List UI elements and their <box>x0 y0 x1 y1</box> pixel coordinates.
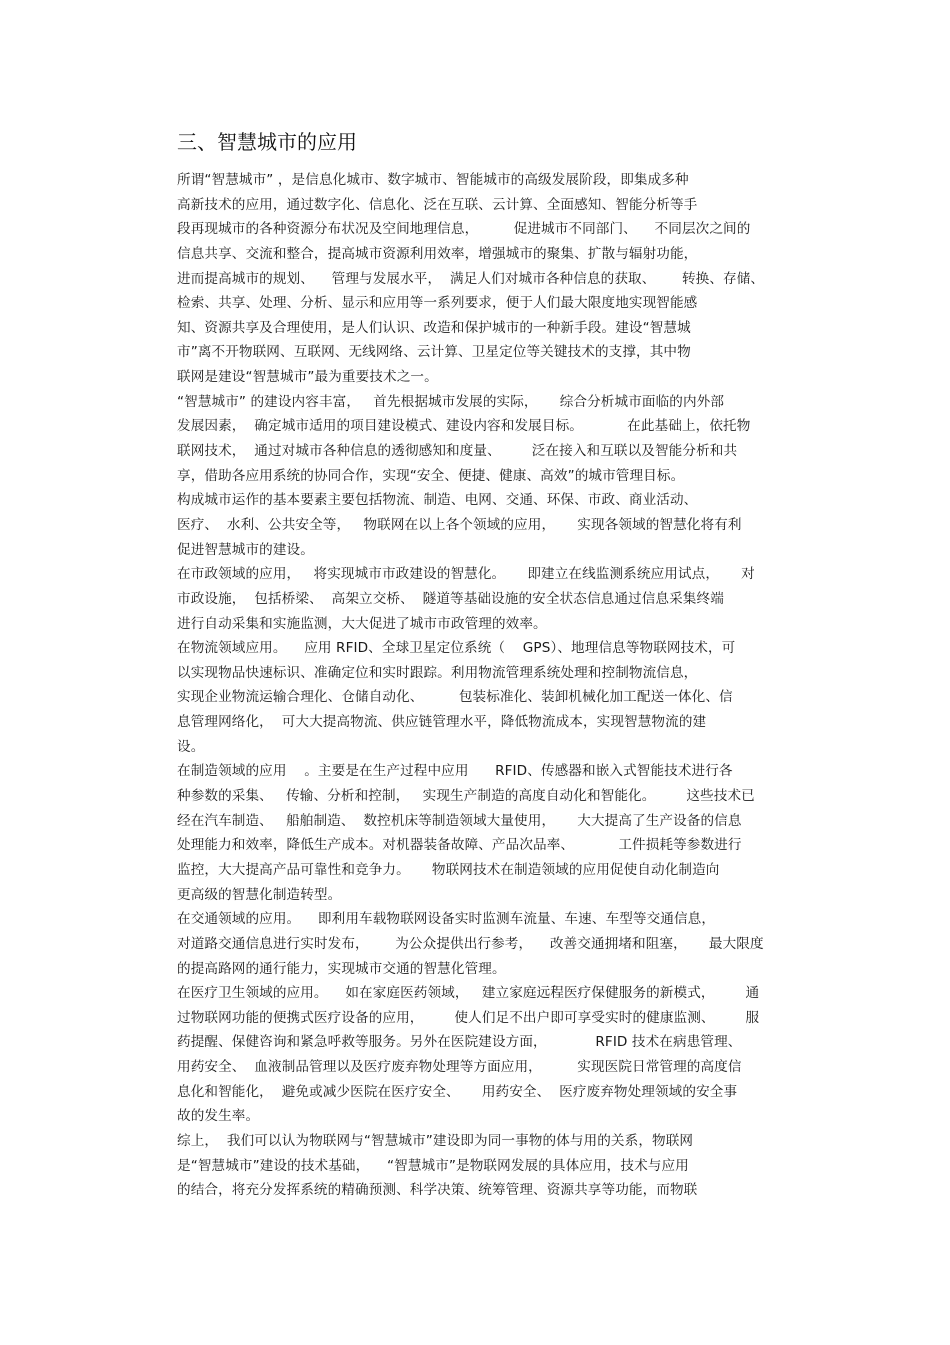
text-line: 享，借助各应用系统的协同合作，实现“安全、便捷、健康、高效”的城市管理目标。 <box>177 467 685 484</box>
text-line: 进行自动采集和实施监测，大大促进了城市市政管理的效率。 <box>177 615 547 632</box>
text-line: 药提醒、保健咨询和紧急呼救等服务。另外在医院建设方面， RFID 技术在病患管理、 <box>177 1034 742 1051</box>
text-line: 进而提高城市的规划、 管理与发展水平， 满足人们对城市各种信息的获取、 转换、存储、 <box>177 270 765 287</box>
text-line: 用药安全、 血液制品管理以及医疗废弃物处理等方面应用， 实现医院日常管理的高度信 <box>177 1059 742 1076</box>
text-line: 对道路交通信息进行实时发布， 为公众提供出行参考， 改善交通拥堵和阻塞， 最大限度 <box>177 935 764 952</box>
text-line: 构成城市运作的基本要素主要包括物流、制造、电网、交通、环保、市政、商业活动、 <box>177 492 698 509</box>
text-line: 以实现物品快速标识、准确定位和实时跟踪。利用物流管理系统处理和控制物流信息， <box>177 664 698 681</box>
text-line: 知、资源共享及合理使用，是人们认识、改造和保护城市的一种新手段。建设“智慧城 <box>177 319 691 336</box>
text-line: 处理能力和效率，降低生产成本。对机器装备故障、产品次品率、 工件损耗等参数进行 <box>177 837 742 854</box>
text-line: 是“智慧城市”建设的技术基础， “智慧城市”是物联网发展的具体应用，技术与应用 <box>177 1157 689 1174</box>
text-line: 在市政领域的应用， 将实现城市市政建设的智慧化。 即建立在线监测系统应用试点， 对 <box>177 566 755 583</box>
text-line: 检索、共享、处理、分析、显示和应用等一系列要求，便于人们最大限度地实现智能感 <box>177 295 698 312</box>
text-line: 高新技术的应用，通过数字化、信息化、泛在互联、云计算、全面感知、智能分析等手 <box>177 196 698 213</box>
text-line: 发展因素， 确定城市适用的项目建设模式、建设内容和发展目标。 在此基础上，依托物 <box>177 418 751 435</box>
text-line: 在交通领域的应用。 即利用车载物联网设备实时监测车流量、车速、车型等交通信息， <box>177 911 716 928</box>
text-line: 所谓“智慧城市” ，是信息化城市、数字城市、智能城市的高级发展阶段，即集成多种 <box>177 172 689 188</box>
text-line: 实现企业物流运输合理化、仓储自动化、 包装标准化、装卸机械化加工配送一体化、信 <box>177 689 733 706</box>
text-line: 在医疗卫生领域的应用。 如在家庭医药领域， 建立家庭远程医疗保健服务的新模式， 通 <box>177 985 760 1002</box>
text-line: 息管理网络化， 可大大提高物流、供应链管理水平，降低物流成本，实现智慧物流的建 <box>177 714 707 731</box>
text-line: “智慧城市” 的建设内容丰富， 首先根据城市发展的实际， 综合分析城市面临的内外部 <box>177 393 725 410</box>
body-text <box>177 168 817 1203</box>
text-line: 在物流领域应用。 应用 RFID、全球卫星定位系统（ GPS）、地理信息等物联网技术，可 <box>177 640 736 657</box>
text-line: 联网技术， 通过对城市各种信息的透彻感知和度量、 泛在接入和互联以及智能分析和共 <box>177 443 738 460</box>
text-line: 设。 <box>177 738 205 755</box>
text-line: 在制造领域的应用 。主要是在生产过程中应用 RFID、传感器和嵌入式智能技术进行各 <box>177 763 733 780</box>
text-line: 更高级的智慧化制造转型。 <box>177 886 342 903</box>
text-line: 医疗、 水利、公共安全等， 物联网在以上各个领域的应用， 实现各领域的智慧化将有利 <box>177 516 742 533</box>
text-line: 市”离不开物联网、互联网、无线网络、云计算、卫星定位等关键技术的支撑，其中物 <box>177 344 691 361</box>
text-line: 过物联网功能的便携式医疗设备的应用， 使人们足不出户即可享受实时的健康监测、 服 <box>177 1009 760 1026</box>
text-line: 市政设施， 包括桥梁、 高架立交桥、 隧道等基础设施的安全状态信息通过信息采集终端 <box>177 590 724 607</box>
text-line: 故的发生率。 <box>177 1108 260 1125</box>
text-line: 促进智慧城市的建设。 <box>177 541 314 558</box>
text-line: 息化和智能化， 避免或减少医院在医疗安全、 用药安全、 医疗废弃物处理领域的安全事 <box>177 1083 738 1100</box>
text-line: 种参数的采集、 传输、分析和控制， 实现生产制造的高度自动化和智能化。 这些技术已 <box>177 788 755 805</box>
text-line: 的提高路网的通行能力，实现城市交通的智慧化管理。 <box>177 960 506 977</box>
text-line: 信息共享、交流和整合，提高城市资源利用效率，增强城市的聚集、扩散与辐射功能， <box>177 245 698 262</box>
text-line: 联网是建设“智慧城市”最为重要技术之一。 <box>177 369 438 386</box>
text-line: 的结合，将充分发挥系统的精确预测、科学决策、统筹管理、资源共享等功能，而物联 <box>177 1182 698 1199</box>
text-line: 经在汽车制造、 船舶制造、 数控机床等制造领域大量使用， 大大提高了生产设备的信息 <box>177 812 742 829</box>
section-title: 三、智慧城市的应用 <box>177 130 357 154</box>
text-line: 监控，大大提高产品可靠性和竞争力。 物联网技术在制造领域的应用促使自动化制造向 <box>177 861 720 878</box>
text-line: 段再现城市的各种资源分布状况及空间地理信息， 促进城市不同部门、 不同层次之间的 <box>177 221 751 238</box>
text-line: 综上， 我们可以认为物联网与“智慧城市”建设即为同一事物的体与用的关系，物联网 <box>177 1132 694 1149</box>
